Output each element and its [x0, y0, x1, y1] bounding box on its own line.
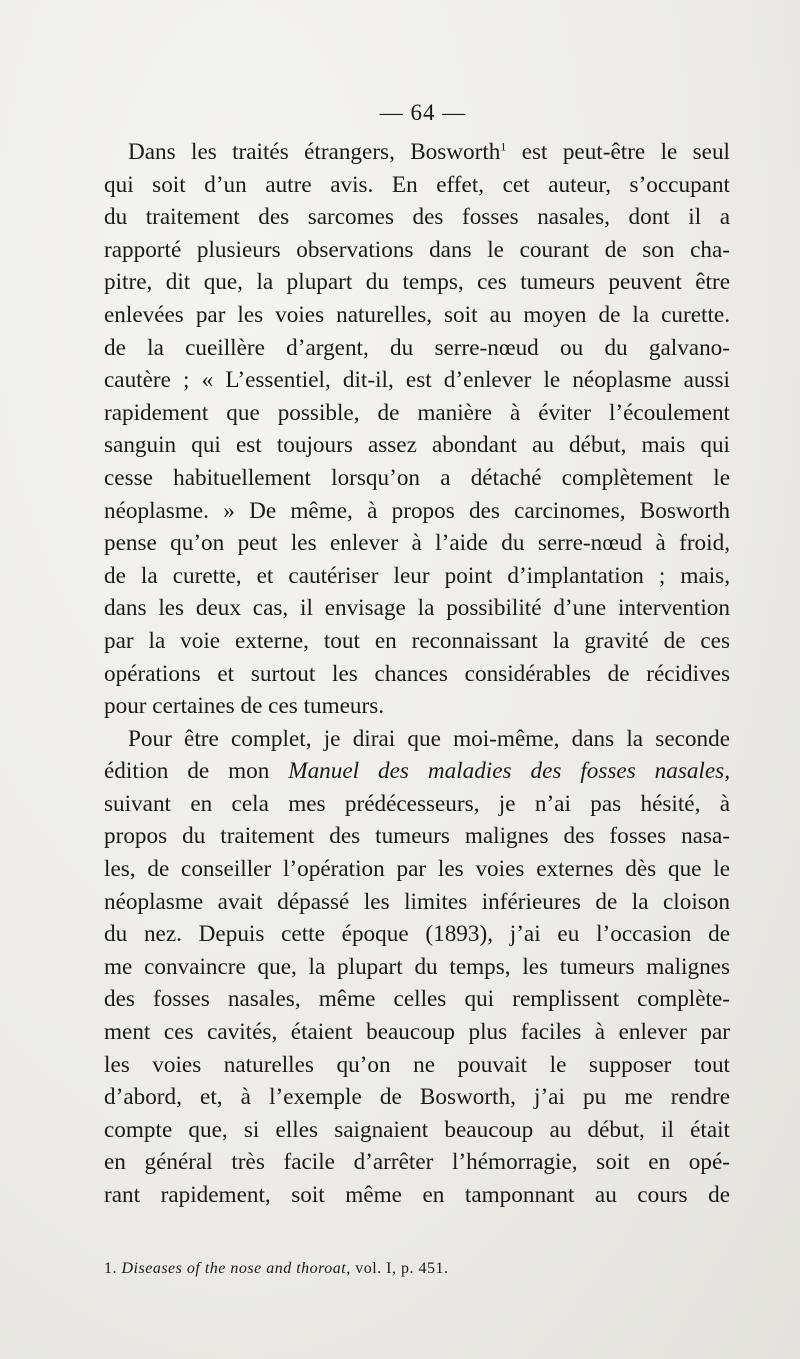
text-line — [104, 462, 730, 495]
text-line — [104, 788, 730, 821]
text-line — [104, 364, 730, 397]
line-text: enlevées par les voies naturelles, soit au moyen de la curette. — [104, 301, 730, 328]
line-text: Pour être complet, je dirai que moi-même, dans la seconde — [128, 725, 730, 752]
text-line — [104, 723, 730, 756]
line-text: compte que, si elles saignaient beaucoup au début, il était — [104, 1116, 730, 1143]
text-line — [104, 690, 730, 723]
line-text: propos du traitement des tumeurs malignes des fosses nasa- — [104, 823, 730, 850]
text-line — [104, 527, 730, 560]
text-line — [104, 820, 730, 853]
line-text: édition de mon — [104, 758, 289, 785]
paragraph — [104, 136, 730, 723]
line-text: pense qu’on peut les enlever à l’aide du serre-nœud à froid, — [104, 530, 730, 557]
text-line — [104, 886, 730, 919]
line-text: sanguin qui est toujours assez abondant au début, mais qui — [104, 432, 730, 459]
text-line — [104, 918, 730, 951]
text-line — [104, 1114, 730, 1147]
page-body — [104, 96, 730, 1212]
line-text: du nez. Depuis cette époque (1893), j’ai eu l’occasion de — [104, 921, 730, 948]
line-text: par la voie externe, tout en reconnaissant la gravité de ces — [104, 627, 730, 654]
paragraph — [104, 723, 730, 1212]
text-line — [104, 560, 730, 593]
line-text: cesse habituellement lorsqu’on a détaché complètement le — [104, 464, 730, 491]
line-text: les, de conseiller l’opération par les voies externes dès que le — [104, 856, 730, 883]
line-text: de la curette, et cautériser leur point d’implantation ; mais, — [104, 562, 730, 589]
line-text: en général très facile d’arrêter l’hémorragie, soit en opé- — [104, 1149, 730, 1176]
text-line — [104, 201, 730, 234]
line-text: rapporté plusieurs observations dans le courant de son cha- — [104, 236, 730, 263]
text-line — [104, 951, 730, 984]
line-text: d’abord, et, à l’exemple de Bosworth, j’ai pu me rendre — [104, 1084, 730, 1111]
footnote-title: Diseases of the nose and thoroat, — [121, 1260, 351, 1277]
text-line — [104, 853, 730, 886]
text-line — [104, 1146, 730, 1179]
line-text: rant rapidement, soit même en tamponnant au cours de — [104, 1182, 730, 1208]
book-title: Manuel des maladies des fosses nasales, — [288, 758, 730, 785]
line-text: me convaincre que, la plupart du temps, les tumeurs malignes — [104, 953, 730, 980]
line-text: néoplasme. » De même, à propos des carcinomes, Bosworth — [104, 497, 730, 524]
text-line — [104, 332, 730, 365]
footnote-number: 1. — [104, 1260, 117, 1277]
text-line — [104, 658, 730, 691]
line-text: dans les deux cas, il envisage la possibilité d’une intervention — [104, 595, 730, 622]
line-text: des fosses nasales, même celles qui remplissent complète- — [104, 986, 730, 1013]
line-text: néoplasme avait dépassé les limites inférieures de la cloison — [104, 888, 730, 915]
line-text: pitre, dit que, la plupart du temps, ces tumeurs peuvent être — [104, 269, 730, 296]
line-text: qui soit d’un autre avis. En effet, cet auteur, s’occupant — [104, 171, 730, 198]
text-line — [104, 299, 730, 332]
text-line — [104, 1049, 730, 1082]
text-body — [104, 136, 730, 1212]
line-text-continued: est peut-être le seul — [506, 139, 730, 165]
text-line — [104, 234, 730, 267]
footnote — [104, 1258, 730, 1280]
text-line — [104, 136, 730, 169]
text-line — [104, 1081, 730, 1114]
text-line — [104, 495, 730, 528]
text-line — [104, 397, 730, 430]
line-text: de la cueillère d’argent, du serre-nœud ou du galvano- — [104, 334, 730, 361]
text-line — [104, 429, 730, 462]
line-text: Dans les traités étrangers, Bosworth — [128, 139, 501, 165]
line-text: ment ces cavités, étaient beaucoup plus faciles à enlever par — [104, 1019, 730, 1046]
text-line — [104, 983, 730, 1016]
line-text: rapidement que possible, de manière à éviter l’écoulement — [104, 399, 730, 426]
line-text: les voies naturelles qu’on ne pouvait le supposer tout — [104, 1051, 730, 1078]
line-text: opérations et surtout les chances considérables de récidives — [104, 660, 730, 687]
line-text: suivant en cela mes prédécesseurs, je n’ai pas hésité, à — [104, 790, 730, 817]
text-line — [104, 592, 730, 625]
page-number: — 64 — — [379, 100, 467, 125]
text-line — [104, 266, 730, 299]
line-text: cautère ; « L’essentiel, dit-il, est d’enlever le néoplasme aussi — [104, 367, 730, 394]
text-line — [104, 625, 730, 658]
text-line — [104, 1179, 730, 1212]
line-text: du traitement des sarcomes des fosses nasales, dont il a — [104, 204, 730, 231]
text-line — [104, 1016, 730, 1049]
text-line — [104, 169, 730, 202]
text-line — [104, 755, 730, 788]
line-text: pour certaines de ces tumeurs. — [104, 693, 385, 720]
footnote-reference: vol. I, p. 451. — [350, 1260, 449, 1277]
footnote-marker: 1 — [500, 139, 507, 154]
